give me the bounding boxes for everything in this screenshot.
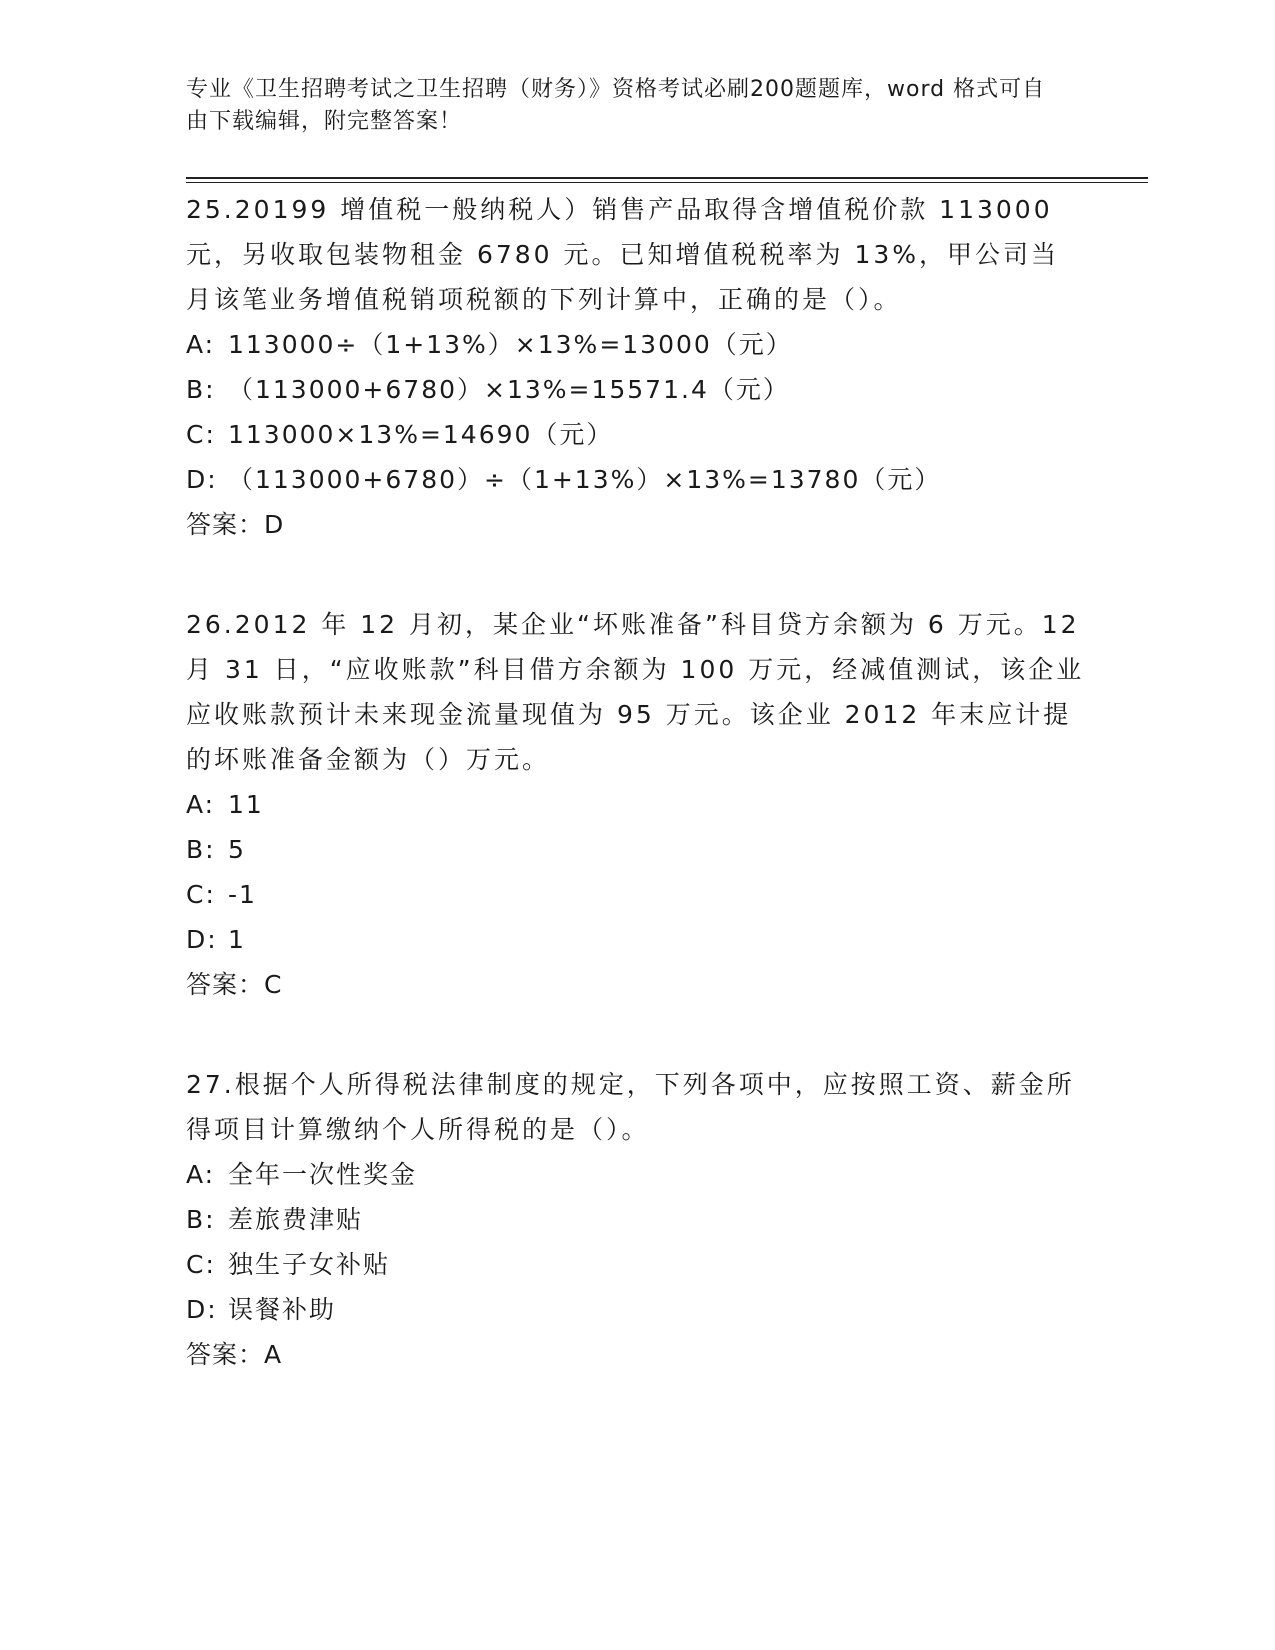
option-text: 113000÷（1+13%）×13%=13000（元） <box>228 330 793 359</box>
option-key: B: <box>186 835 216 864</box>
option-a <box>186 322 1086 367</box>
option-d <box>186 1287 1086 1332</box>
option-text: 差旅费津贴 <box>228 1205 364 1234</box>
question-stem: 25.20199 增值税一般纳税人）销售产品取得含增值税价款 113000 元，另收取包装物租金 6780 元。已知增值税税率为 13%，甲公司当月该笔业务增值税销项税额的下列计算中，正确的是（）。 <box>186 195 1060 314</box>
option-a <box>186 1152 1086 1197</box>
option-d <box>186 457 1086 502</box>
option-key: C: <box>186 1250 216 1279</box>
option-key: D: <box>186 925 218 954</box>
option-a <box>186 782 1086 827</box>
option-b <box>186 827 1086 872</box>
answer-line: 答案：D <box>186 510 285 539</box>
option-list <box>186 1152 1086 1332</box>
option-key: A: <box>186 1160 216 1189</box>
option-key: D: <box>186 1295 218 1324</box>
option-text: 独生子女补贴 <box>228 1250 391 1279</box>
option-text: （113000+6780）×13%=15571.4（元） <box>228 375 790 404</box>
option-key: B: <box>186 375 216 404</box>
option-key: D: <box>186 465 218 494</box>
option-key: C: <box>186 420 216 449</box>
option-c <box>186 412 1086 457</box>
option-text: 1 <box>228 925 246 954</box>
option-d <box>186 917 1086 962</box>
option-text: 误餐补助 <box>228 1295 337 1324</box>
option-text: 11 <box>228 790 264 819</box>
option-list <box>186 322 1086 502</box>
option-b <box>186 367 1086 412</box>
question-26 <box>186 602 1086 1007</box>
answer-line: 答案：C <box>186 970 283 999</box>
option-text: 5 <box>228 835 246 864</box>
header-rule-thick <box>186 177 1148 179</box>
option-key: B: <box>186 1205 216 1234</box>
answer-line: 答案：A <box>186 1340 283 1369</box>
option-key: C: <box>186 880 216 909</box>
option-key: A: <box>186 790 216 819</box>
option-text: （113000+6780）÷（1+13%）×13%=13780（元） <box>228 465 942 494</box>
question-27 <box>186 1062 1086 1377</box>
header-rule-thin <box>186 182 1148 183</box>
option-b <box>186 1197 1086 1242</box>
question-25 <box>186 187 1086 547</box>
option-c <box>186 1242 1086 1287</box>
option-list <box>186 782 1086 962</box>
question-list <box>186 187 1086 1432</box>
page-header: 专业《卫生招聘考试之卫生招聘（财务）》资格考试必刷200题题库，word 格式可自由下载编辑，附完整答案！ <box>186 77 1046 134</box>
option-c <box>186 872 1086 917</box>
option-text: -1 <box>228 880 257 909</box>
option-text: 113000×13%=14690（元） <box>228 420 614 449</box>
question-stem: 27.根据个人所得税法律制度的规定，下列各项中，应按照工资、薪金所得项目计算缴纳个人所得税的是（）。 <box>186 1070 1075 1144</box>
option-key: A: <box>186 330 216 359</box>
question-stem: 26.2012 年 12 月初，某企业“坏账准备”科目贷方余额为 6 万元。12 月 31 日，“应收账款”科目借方余额为 100 万元，经减值测试，该企业应收账款预计未来现金流量现值为 95 万元。该企业 2012 年末应计提的坏账准备金额为（）万元。 <box>186 610 1085 774</box>
option-text: 全年一次性奖金 <box>228 1160 418 1189</box>
